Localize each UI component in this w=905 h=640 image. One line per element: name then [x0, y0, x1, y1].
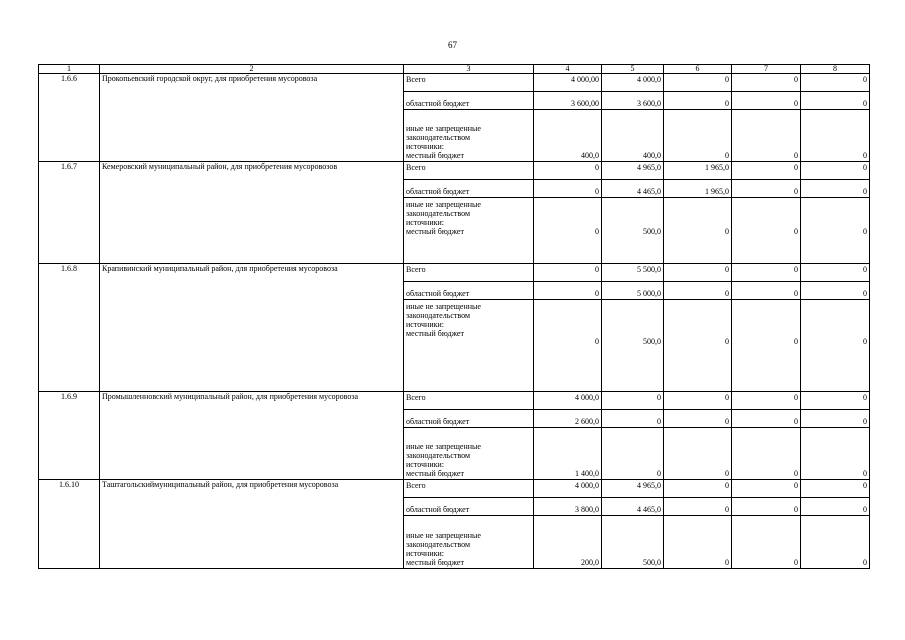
source-regional-label: областной бюджет: [404, 180, 534, 198]
value-cell: 4 465,0: [602, 498, 664, 516]
value-cell: 4 000,00: [534, 74, 602, 92]
table-row: [39, 264, 870, 282]
value-cell: 0: [664, 516, 732, 569]
source-total-label: Всего: [404, 480, 534, 498]
value-cell: 0: [664, 428, 732, 480]
value-cell: 0: [732, 516, 801, 569]
column-header: 3: [404, 65, 534, 74]
column-header: 8: [801, 65, 870, 74]
table-row: [39, 162, 870, 180]
source-other-line: иные не запрещенные: [406, 124, 481, 133]
value-cell: 0: [732, 410, 801, 428]
value-cell: 3 600,00: [534, 92, 602, 110]
value-cell: 0: [602, 428, 664, 480]
value-cell: 0: [534, 264, 602, 282]
value-cell: 3 600,0: [602, 92, 664, 110]
budget-table: [38, 64, 870, 569]
source-regional-label: областной бюджет: [404, 92, 534, 110]
value-cell: 4 965,0: [602, 480, 664, 498]
source-other-line: законодательством: [406, 209, 471, 218]
source-local-label: местный бюджет: [406, 151, 464, 160]
value-cell: 0: [732, 180, 801, 198]
value-cell: 0: [801, 392, 870, 410]
page-number: 67: [448, 40, 457, 50]
value-cell: 0: [602, 410, 664, 428]
column-header: 6: [664, 65, 732, 74]
source-total-label: Всего: [404, 392, 534, 410]
item-number: 1.6.8: [39, 264, 100, 392]
value-cell: 200,0: [534, 516, 602, 569]
source-other-line: законодательством: [406, 540, 471, 549]
value-cell: 0: [801, 300, 870, 392]
value-cell: 0: [732, 300, 801, 392]
value-cell: 0: [534, 282, 602, 300]
value-cell: 0: [732, 282, 801, 300]
item-name: Прокопьевский городской округ, для приобретения мусоровоза: [100, 74, 404, 162]
column-header: 1: [39, 65, 100, 74]
table-row: [39, 74, 870, 92]
value-cell: 0: [801, 428, 870, 480]
value-cell: 1 400,0: [534, 428, 602, 480]
value-cell: 0: [801, 282, 870, 300]
item-number: 1.6.6: [39, 74, 100, 162]
value-cell: 0: [664, 480, 732, 498]
source-other-line: законодательством: [406, 311, 471, 320]
item-name: Кемеровский муниципальный район, для приобретения мусоровозов: [100, 162, 404, 264]
value-cell: 0: [534, 300, 602, 392]
source-other-line: источники:: [406, 218, 444, 227]
value-cell: 0: [801, 92, 870, 110]
column-header: 7: [732, 65, 801, 74]
value-cell: 0: [801, 198, 870, 264]
source-other-label: [404, 198, 534, 264]
value-cell: 0: [664, 198, 732, 264]
value-cell: 400,0: [602, 110, 664, 162]
source-regional-label: областной бюджет: [404, 282, 534, 300]
item-name: Таштагольскиймуниципальный район, для приобретения мусоровоза: [100, 480, 404, 569]
value-cell: 3 800,0: [534, 498, 602, 516]
item-name: Промышленновский муниципальный район, для приобретения мусоровоза: [100, 392, 404, 480]
value-cell: 0: [801, 180, 870, 198]
source-total-label: Всего: [404, 162, 534, 180]
value-cell: 0: [664, 264, 732, 282]
value-cell: 0: [801, 162, 870, 180]
item-number: 1.6.7: [39, 162, 100, 264]
value-cell: 0: [801, 110, 870, 162]
source-other-line: иные не запрещенные: [406, 302, 481, 311]
value-cell: 1 965,0: [664, 162, 732, 180]
source-other-label: [404, 516, 534, 569]
value-cell: 0: [534, 180, 602, 198]
value-cell: 0: [664, 300, 732, 392]
column-header: 4: [534, 65, 602, 74]
value-cell: 500,0: [602, 300, 664, 392]
source-other-line: иные не запрещенные: [406, 531, 481, 540]
value-cell: 400,0: [534, 110, 602, 162]
value-cell: 0: [732, 498, 801, 516]
value-cell: 5 000,0: [602, 282, 664, 300]
value-cell: 0: [732, 74, 801, 92]
value-cell: 0: [664, 392, 732, 410]
value-cell: 0: [732, 480, 801, 498]
value-cell: 0: [732, 428, 801, 480]
table-row: [39, 392, 870, 410]
source-local-label: местный бюджет: [406, 558, 464, 567]
value-cell: 0: [534, 198, 602, 264]
value-cell: 2 600,0: [534, 410, 602, 428]
item-number: 1.6.10: [39, 480, 100, 569]
value-cell: 0: [664, 282, 732, 300]
value-cell: 0: [732, 162, 801, 180]
value-cell: 1 965,0: [664, 180, 732, 198]
source-other-line: источники:: [406, 320, 444, 329]
value-cell: 0: [801, 480, 870, 498]
value-cell: 0: [602, 392, 664, 410]
source-other-line: источники:: [406, 460, 444, 469]
value-cell: 4 000,0: [534, 480, 602, 498]
value-cell: 4 000,0: [602, 74, 664, 92]
item-name: Крапивинский муниципальный район, для приобретения мусоровоза: [100, 264, 404, 392]
source-local-label: местный бюджет: [406, 227, 464, 236]
source-local-label: местный бюджет: [406, 329, 464, 338]
value-cell: 0: [664, 410, 732, 428]
table-row: [39, 480, 870, 498]
source-other-line: источники:: [406, 142, 444, 151]
source-other-line: источники:: [406, 549, 444, 558]
value-cell: 0: [801, 264, 870, 282]
column-number-row: [39, 65, 870, 74]
value-cell: 0: [534, 162, 602, 180]
source-regional-label: областной бюджет: [404, 410, 534, 428]
value-cell: 0: [732, 92, 801, 110]
value-cell: 0: [664, 92, 732, 110]
value-cell: 4 000,0: [534, 392, 602, 410]
value-cell: 0: [801, 498, 870, 516]
value-cell: 0: [664, 74, 732, 92]
value-cell: 0: [664, 110, 732, 162]
source-total-label: Всего: [404, 264, 534, 282]
source-other-line: законодательством: [406, 451, 471, 460]
value-cell: 0: [801, 516, 870, 569]
source-other-label: [404, 428, 534, 480]
source-local-label: местный бюджет: [406, 469, 464, 478]
value-cell: 4 965,0: [602, 162, 664, 180]
value-cell: 0: [732, 392, 801, 410]
source-other-label: [404, 110, 534, 162]
value-cell: 0: [801, 74, 870, 92]
value-cell: 0: [801, 410, 870, 428]
value-cell: 0: [664, 498, 732, 516]
value-cell: 4 465,0: [602, 180, 664, 198]
item-number: 1.6.9: [39, 392, 100, 480]
value-cell: 0: [732, 264, 801, 282]
value-cell: 0: [732, 198, 801, 264]
column-header: 2: [100, 65, 404, 74]
value-cell: 500,0: [602, 198, 664, 264]
source-other-line: иные не запрещенные: [406, 442, 481, 451]
value-cell: 5 500,0: [602, 264, 664, 282]
source-regional-label: областной бюджет: [404, 498, 534, 516]
source-other-line: законодательством: [406, 133, 471, 142]
source-total-label: Всего: [404, 74, 534, 92]
source-other-line: иные не запрещенные: [406, 200, 481, 209]
column-header: 5: [602, 65, 664, 74]
source-other-label: [404, 300, 534, 392]
value-cell: 500,0: [602, 516, 664, 569]
value-cell: 0: [732, 110, 801, 162]
